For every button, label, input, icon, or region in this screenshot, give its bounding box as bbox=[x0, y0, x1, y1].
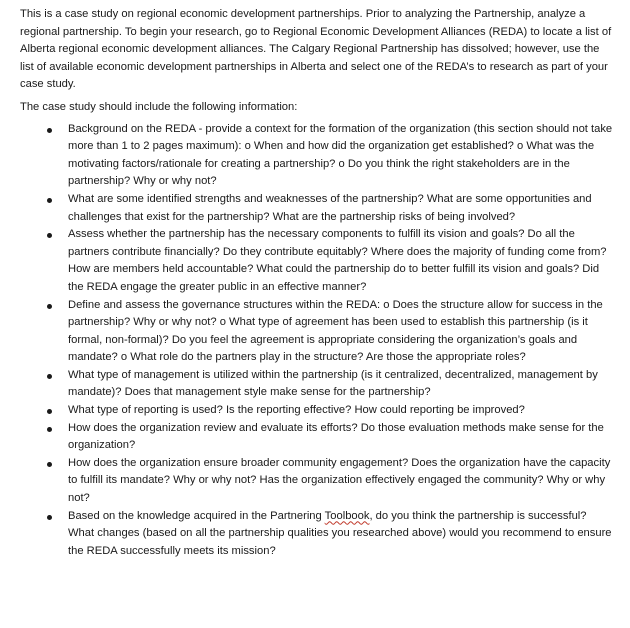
bullet-icon bbox=[47, 427, 52, 432]
list-item-text: How does the organization review and evaluate its efforts? Do those evaluation methods make sense for the organization? bbox=[68, 421, 604, 452]
bullet-icon bbox=[47, 128, 52, 133]
intro-paragraph: This is a case study on regional economic development partnerships. Prior to analyzing the Partnership, analyze a regional partnership. To begin your research, go to Regional Economic Development Alliances (REDA) to locate a list of Alberta regional economic development alliances. The Calgary Regional Partnership has dissolved; however, use the list of available economic development partnerships in Alberta and select one of the REDA’s to research as part of your case study. bbox=[20, 8, 612, 91]
list-item-text: Background on the REDA - provide a context for the formation of the organization (this section should not take more than 1 to 2 pages maximum): o When and how did the organization get established? o What was the motivating factors/rationale for creating a partnership? o Do you think the right stakeholders are in the partnership? Why or why not? bbox=[68, 122, 613, 188]
list-item bbox=[20, 508, 614, 561]
list-item-text: What type of reporting is used? Is the reporting effective? How could reporting be improved? bbox=[68, 404, 525, 417]
list-item-text-end: , do you think the partnership is successful? What changes (based on all the partnership qualities you researched above) would you recommend to ensure the REDA successfully meets its mission? bbox=[68, 509, 612, 557]
list-item bbox=[20, 226, 614, 296]
list-item-text: Assess whether the partnership has the necessary components to fulfill its vision and goals? Do all the partners contribute financially? Do they contribute equitably? Where does the majority of funding come from? How are members held accountable? What could the partnership do to better fulfill its vision and goals? Did the REDA engage the greater public in an effective manner? bbox=[68, 228, 607, 293]
list-item-text-start: Based on the knowledge acquired in the Partnering bbox=[68, 509, 325, 522]
bullet-icon bbox=[47, 409, 52, 414]
bullet-icon bbox=[47, 462, 52, 467]
bullet-icon bbox=[47, 198, 52, 203]
list-item-text: What type of management is utilized within the partnership (is it centralized, decentralized, management by mandate)? Does that management style make sense for the partnership? bbox=[68, 368, 598, 399]
list-item-text: How does the organization ensure broader community engagement? Does the organization have the capacity to fulfill its mandate? Why or why not? Has the organization effectively engaged the community? Why or why not? bbox=[68, 456, 611, 505]
list-item bbox=[20, 402, 614, 420]
section-intro: The case study should include the following information: bbox=[20, 100, 298, 113]
requirements-list bbox=[20, 121, 614, 561]
bullet-icon bbox=[47, 233, 52, 238]
list-item bbox=[20, 367, 614, 402]
list-item-text: What are some identified strengths and weaknesses of the partnership? What are some opportunities and challenges that exist for the partnership? What are the partnership risks of being involved? bbox=[68, 192, 592, 223]
list-item-text: Define and assess the governance structures within the REDA: o Does the structure allow for success in the partnership? Why or why not? o What type of agreement has been used to establish this partnership (is it formal, non-formal)? Do you feel the agreement is appropriate considering the organization’s goals and mandate? o What role do the partners play in the structure? Are those the appropriate roles? bbox=[68, 298, 603, 364]
list-item bbox=[20, 420, 614, 455]
list-item bbox=[20, 121, 614, 191]
bullet-icon bbox=[47, 374, 52, 379]
list-item bbox=[20, 297, 614, 367]
bullet-icon bbox=[47, 304, 52, 309]
spellcheck-flagged-word: Toolbook bbox=[324, 509, 370, 522]
bullet-icon bbox=[47, 515, 52, 520]
list-item bbox=[20, 191, 614, 226]
list-item bbox=[20, 455, 614, 508]
